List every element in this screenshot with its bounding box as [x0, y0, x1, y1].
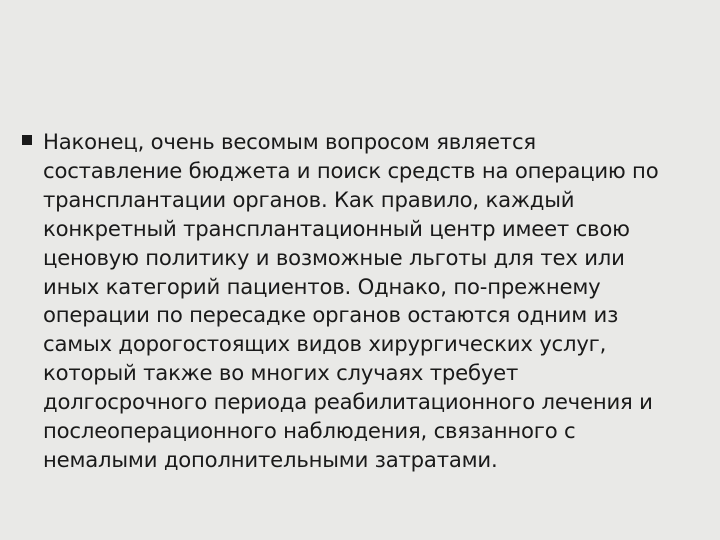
bullet-paragraph: [22, 128, 694, 475]
text-line: операции по пересадке органов остаются одним из: [43, 302, 619, 328]
text-line: долгосрочного периода реабилитационного лечения и: [43, 389, 653, 415]
bullet-text: [43, 128, 694, 475]
text-line: немалыми дополнительными затратами.: [43, 446, 498, 472]
text-line: послеоперационного наблюдения, связанного с: [43, 418, 576, 444]
text-line: самых дорогостоящих видов хирургических услуг,: [43, 331, 607, 357]
text-line: Наконец, очень весомым вопросом является: [43, 129, 536, 154]
text-line: трансплантации органов. Как правило, каждый: [43, 186, 575, 212]
text-line: конкретный трансплантационный центр имеет свою: [43, 215, 630, 241]
square-bullet-icon: [22, 135, 32, 145]
text-line: иных категорий пациентов. Однако, по-прежнему: [43, 273, 601, 299]
text-line: составление бюджета и поиск средств на операцию по: [43, 157, 659, 183]
text-line: ценовую политику и возможные льготы для тех или: [43, 244, 625, 270]
text-line: который также во многих случаях требует: [43, 360, 519, 386]
